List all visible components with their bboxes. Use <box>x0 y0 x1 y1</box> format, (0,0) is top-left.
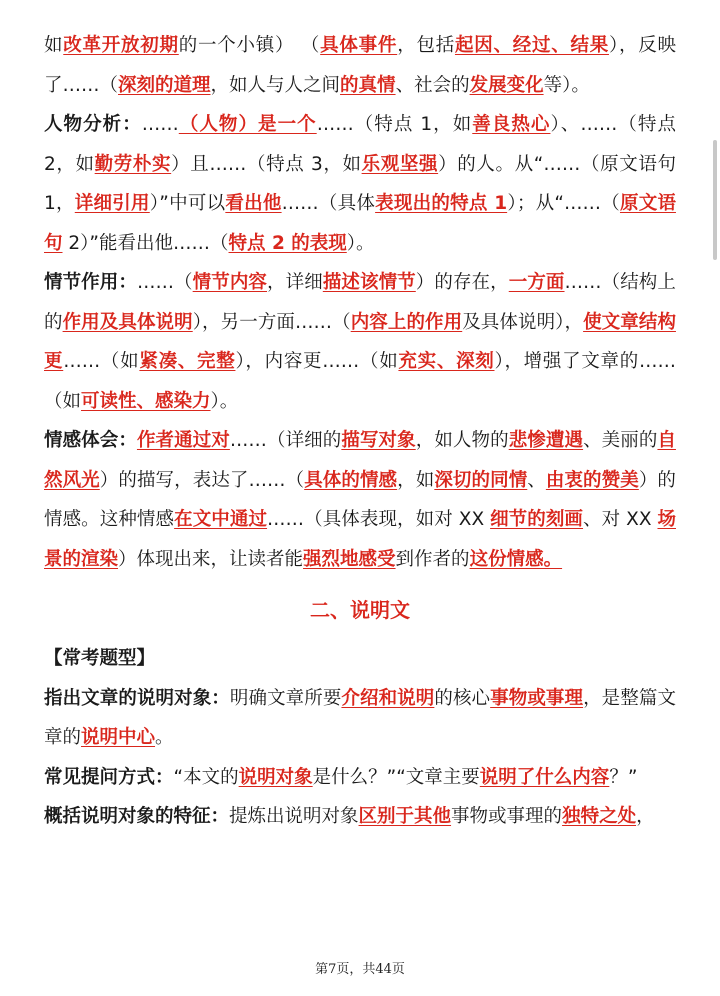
highlighted-keyword: 强烈地感受 <box>303 548 396 570</box>
text-segment: ）的人。从“……（原文语句 1， <box>44 153 676 214</box>
text-segment: ，详细 <box>267 272 323 293</box>
highlighted-keyword: 勤劳朴实 <box>94 153 172 175</box>
highlighted-keyword: 改革开放初期 <box>63 35 179 56</box>
text-segment: 2）”能看出他……（ <box>62 232 229 254</box>
paragraph-heading: 人物分析： <box>44 114 142 135</box>
text-segment: 及具体说明）， <box>462 311 584 333</box>
text-segment: ）。 <box>346 232 375 254</box>
highlighted-keyword: 说明了什么内容 <box>479 766 610 788</box>
text-segment: ，如人与人之间 <box>210 74 341 96</box>
text-segment: ，如 <box>397 469 435 491</box>
highlighted-keyword: 事物或事理 <box>490 687 584 709</box>
highlighted-keyword: 深切的同情 <box>434 469 528 491</box>
highlighted-keyword: 使文章结构更 <box>44 311 676 372</box>
highlighted-keyword: 区别于其他 <box>358 806 452 827</box>
text-segment: ），反映了……（ <box>44 35 676 96</box>
text-segment: 、对 XX <box>583 509 658 530</box>
highlighted-keyword: 善良热心 <box>472 114 551 135</box>
scrollbar[interactable] <box>713 140 717 260</box>
highlighted-keyword: 深刻的道理 <box>118 74 211 96</box>
highlighted-keyword: 作用及具体说明 <box>62 311 193 333</box>
highlighted-keyword: 乐观坚强 <box>361 153 439 175</box>
text-segment: 是什么？”“文章主要 <box>312 766 480 788</box>
text-segment: ， <box>636 806 655 827</box>
text-segment: ……（详细的 <box>229 430 342 451</box>
text-segment: 的一个小镇） （ <box>178 35 321 56</box>
highlighted-keyword: 情节内容 <box>192 272 268 293</box>
paragraph-heading: 常见提问方式： <box>44 766 174 788</box>
paragraph-character-analysis <box>44 105 676 263</box>
highlighted-keyword: 作者通过对 <box>136 430 230 451</box>
text-segment: ……（结构上的 <box>44 272 676 333</box>
paragraph-heading: 情感体会： <box>44 430 137 451</box>
highlighted-keyword: 紧凑、完整 <box>139 351 236 372</box>
text-segment: ），增强了文章的……（如 <box>44 351 676 412</box>
text-segment: ）。 <box>210 390 239 412</box>
text-segment: 明确文章所要 <box>229 687 342 709</box>
paragraph-plot-function <box>44 263 676 421</box>
highlighted-keyword: 在文中通过 <box>174 509 268 530</box>
highlighted-keyword: 充实、深刻 <box>398 351 495 372</box>
highlighted-keyword: 看出他 <box>225 193 282 214</box>
highlighted-keyword: 场景的渲染 <box>44 509 676 570</box>
highlighted-keyword: 详细引用 <box>74 193 150 214</box>
highlighted-keyword: 由衷的赞美 <box>545 469 639 491</box>
text-segment: 到作者的 <box>395 548 470 570</box>
text-segment: ），内容更……（如 <box>235 351 399 372</box>
highlighted-keyword: 起因、经过、结果 <box>454 35 609 56</box>
text-segment: “本文的 <box>173 766 239 788</box>
text-segment: ）、……（特点 2，如 <box>44 114 676 175</box>
highlighted-keyword: 描述该情节 <box>322 272 416 293</box>
highlighted-keyword: 介绍和说明 <box>341 687 435 709</box>
highlighted-keyword: 内容上的作用 <box>350 311 463 333</box>
highlighted-keyword: 的真情 <box>340 74 396 96</box>
text-segment: 的核心 <box>434 687 491 709</box>
text-segment: 等）。 <box>543 74 590 96</box>
highlighted-keyword: 悲惨遭遇 <box>508 430 584 451</box>
text-segment: ）体现出来，让读者能 <box>118 548 304 570</box>
text-segment: …… <box>141 114 179 135</box>
highlighted-keyword: 发展变化 <box>469 74 544 96</box>
text-segment: ）；从“……（ <box>507 193 620 214</box>
text-segment: ，包括 <box>397 35 455 56</box>
section-tag: 【常考题型】 <box>44 648 156 669</box>
text-segment: ）的描写，表达了……（ <box>99 469 305 491</box>
highlighted-keyword: （人物）是一个 <box>178 114 317 135</box>
highlighted-keyword: 具体的情感 <box>304 469 398 491</box>
text-segment: 如 <box>44 35 64 56</box>
text-segment: ，是整篇文章的 <box>44 687 676 748</box>
highlighted-keyword: 具体事件 <box>320 35 398 56</box>
text-segment: ……（如 <box>63 351 140 372</box>
highlighted-keyword: 可读性、感染力 <box>81 390 211 412</box>
paragraph-plot-summary <box>44 26 676 105</box>
text-segment: ）”中可以 <box>149 193 226 214</box>
highlighted-keyword: 自然风光 <box>44 430 676 491</box>
text-segment: ）的存在， <box>415 272 509 293</box>
highlighted-keyword: 描写对象 <box>341 430 416 451</box>
highlighted-keyword: 说明中心 <box>81 727 156 748</box>
paragraph-heading: 情节作用： <box>44 272 137 293</box>
text-segment: ），另一方面……（ <box>192 311 351 333</box>
paragraph-question-forms <box>44 758 676 798</box>
text-segment: ……（具体表现，如对 XX <box>267 509 491 530</box>
text-segment: 事物或事理的 <box>451 806 563 827</box>
highlighted-keyword: 一方面 <box>508 272 565 293</box>
text-segment: 。 <box>155 727 174 748</box>
text-segment: 、美丽的 <box>583 430 658 451</box>
text-segment: 、 <box>527 469 546 491</box>
highlighted-keyword: 特点 2 的表现 <box>228 232 347 254</box>
highlighted-keyword: 说明对象 <box>238 766 313 788</box>
highlighted-keyword: 原文语句 <box>44 193 676 254</box>
text-segment: 提炼出说明对象 <box>229 806 359 827</box>
text-segment: ？” <box>609 766 638 788</box>
page-footer: 第7页，共44页 <box>315 962 405 977</box>
paragraph-object-features <box>44 797 676 837</box>
text-segment: ）的情感。这种情感 <box>44 469 676 530</box>
paragraph-explanation-object <box>44 679 676 758</box>
text-segment: ，如人物的 <box>415 430 509 451</box>
text-segment: ……（特点 1，如 <box>316 114 473 135</box>
paragraph-heading: 指出文章的说明对象： <box>44 687 230 709</box>
text-segment: ……（ <box>136 272 193 293</box>
text-segment: 、社会的 <box>395 74 470 96</box>
highlighted-keyword: 细节的刻画 <box>490 509 584 530</box>
section-title: 二、说明文 <box>310 598 410 622</box>
paragraph-heading: 概括说明对象的特征： <box>44 806 230 827</box>
paragraph-emotion <box>44 421 676 579</box>
highlighted-keyword: 表现出的特点 1 <box>375 193 508 214</box>
text-segment: ……（具体 <box>281 193 376 214</box>
text-segment: ）且……（特点 3，如 <box>171 153 362 175</box>
highlighted-keyword: 这份情感。 <box>469 548 563 570</box>
highlighted-keyword: 独特之处 <box>562 806 637 827</box>
